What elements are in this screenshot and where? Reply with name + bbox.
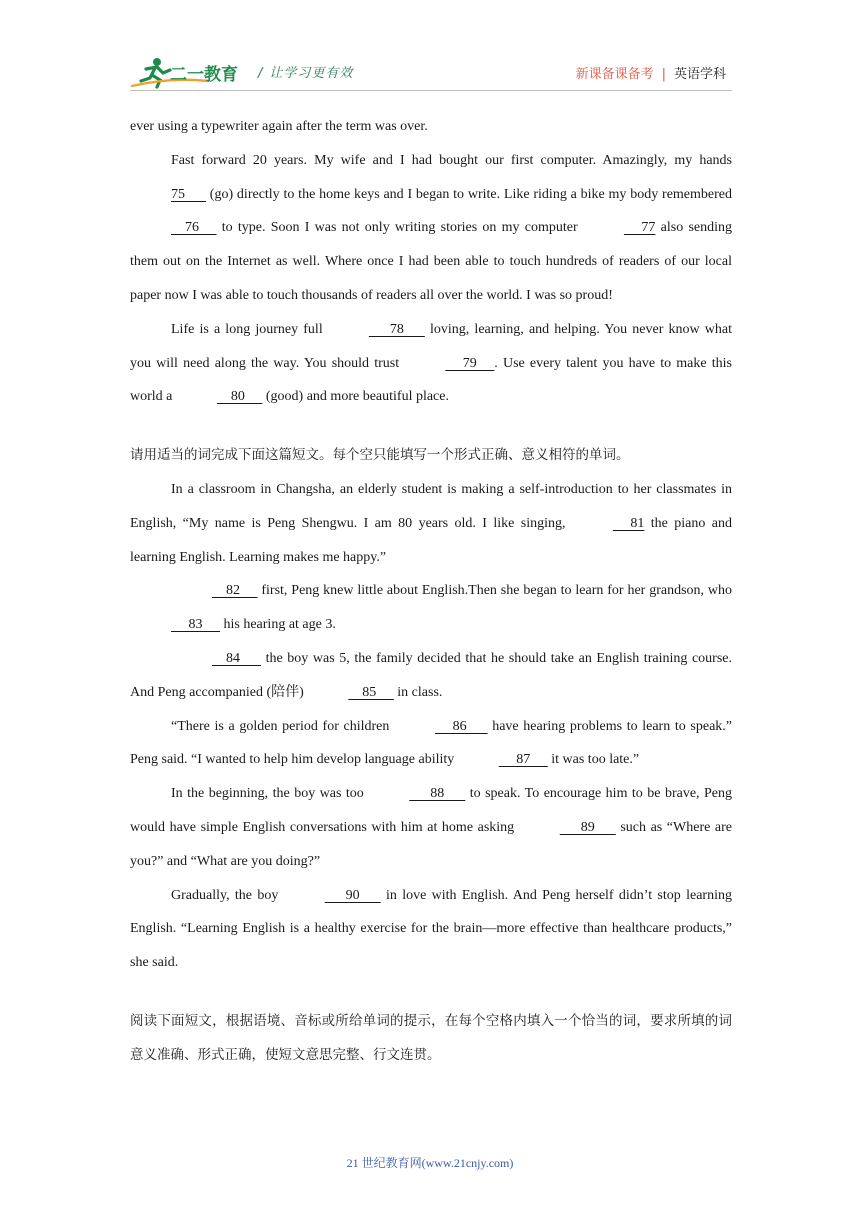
passage1-paragraph-1 [130,144,732,313]
instruction-1: 请用适当的词完成下面这篇短文。每个空只能填写一个形式正确、意义相符的单词。 [130,447,630,464]
blank-87[interactable]: 87 [498,752,548,768]
text-run: Gradually, the boy [171,887,284,903]
text-run: loving, learning, and helping. You never know what you will need along the way. You should trust [130,321,732,371]
passage2-paragraph-6 [130,879,732,980]
slogan-slash: / [258,66,264,81]
passage1-paragraph-0 [130,110,732,144]
text-run: the boy was 5, the family decided that he should take an English training course. And Peng accompanied (陪伴) [130,650,732,700]
text-run: have hearing problems to learn to speak.” Peng said. “I wanted to help him develop language ability [130,718,733,768]
blank-81[interactable]: 81 [612,515,645,531]
blank-75[interactable]: 75 [171,186,206,202]
passage2-paragraph-5 [130,777,732,878]
blank-77[interactable]: 77 [623,220,656,236]
blank-83[interactable]: 83 [171,617,220,633]
blank-89[interactable]: 89 [559,819,616,835]
text-run: such as “Where are you?” and “What are you doing?” [130,819,732,869]
text-run: to type. Soon I was not only writing stories on my computer [216,220,583,236]
blank-86[interactable]: 86 [435,718,488,734]
page-footer: 21 世纪教育网(www.21cnjy.com) [346,1156,514,1170]
header-subject: 英语学科 [673,67,726,82]
passage2-paragraph-3 [130,642,732,710]
text-run: “There is a golden period for children [171,718,395,734]
text-run: his hearing at age 3. [220,617,336,633]
text-run: ever using a typewriter again after the term was over. [130,119,428,134]
blank-85[interactable]: 85 [348,684,394,700]
brand-logo [130,56,252,90]
text-run: Fast forward 20 years. My wife and I had bought our first computer. Amazingly, my hands [171,152,732,168]
passage2-paragraph-1 [130,473,732,574]
slogan-text: 让学习更有效 [269,66,354,81]
blank-78[interactable]: 78 [368,321,425,337]
section-gap [130,980,732,1005]
header-tagline: 新课备课备考 [575,67,654,82]
text-run: in love with English. And Peng herself didn’t stop learning English. “Learning English is a healthy exercise for the brain—more effective than healthcare products,” she said. [130,887,732,971]
header-separator: | [661,67,666,82]
passage2-paragraph-2 [130,574,732,642]
blank-76[interactable]: 76 [171,220,217,236]
text-run: In a classroom in Changsha, an elderly student is making a self-introduction to her classmates in English, “My name is Peng Shengwu. I am 80 years old. I like singing, [130,481,732,531]
text-run: in class. [393,684,443,700]
document-body [130,110,732,1073]
text-run: the piano and learning English. Learning makes me happy.” [130,515,732,565]
blank-79[interactable]: 79 [445,355,495,371]
text-run: Life is a long journey full [171,321,328,337]
header-subject-info [576,63,726,82]
page-header [130,56,732,92]
passage1-paragraph-2 [130,313,732,414]
passage2-paragraph-4 [130,710,732,778]
text-run: to speak. To encourage him to be brave, Peng would have simple English conversations with him at home asking [130,786,732,835]
logo-wordmark: 二一教育 [170,65,238,85]
text-run: first, Peng knew little about English.Then she began to learn for her grandson, who [257,583,732,599]
text-run: . Use every talent you have to make this world a [130,355,732,405]
instruction-2: 阅读下面短文，根据语境、音标或所给单词的提示，在每个空格内填入一个恰当的词，要求所填的词意义准确、形式正确，使短文意思完整、行文连贯。 [130,1012,732,1063]
text-run: it was too late.” [547,752,640,768]
text-run: (good) and more beautiful place. [262,389,449,405]
text-run: In the beginning, the boy was too [171,786,369,802]
blank-82[interactable]: 82 [212,583,258,599]
text-run: (go) directly to the home keys and I began to write. Like riding a bike my body remembered [206,186,732,202]
text-run: also sending them out on the Internet as well. Where once I had been able to touch hundreds of readers of our local paper now I was able to touch thousands of readers all over the world. I was so proud! [130,220,732,303]
section-gap [130,414,732,439]
blank-90[interactable]: 90 [324,887,381,903]
header-divider [130,90,732,91]
blank-88[interactable]: 88 [409,786,466,802]
blank-84[interactable]: 84 [212,650,261,666]
slogan [258,62,353,81]
blank-80[interactable]: 80 [216,389,263,405]
